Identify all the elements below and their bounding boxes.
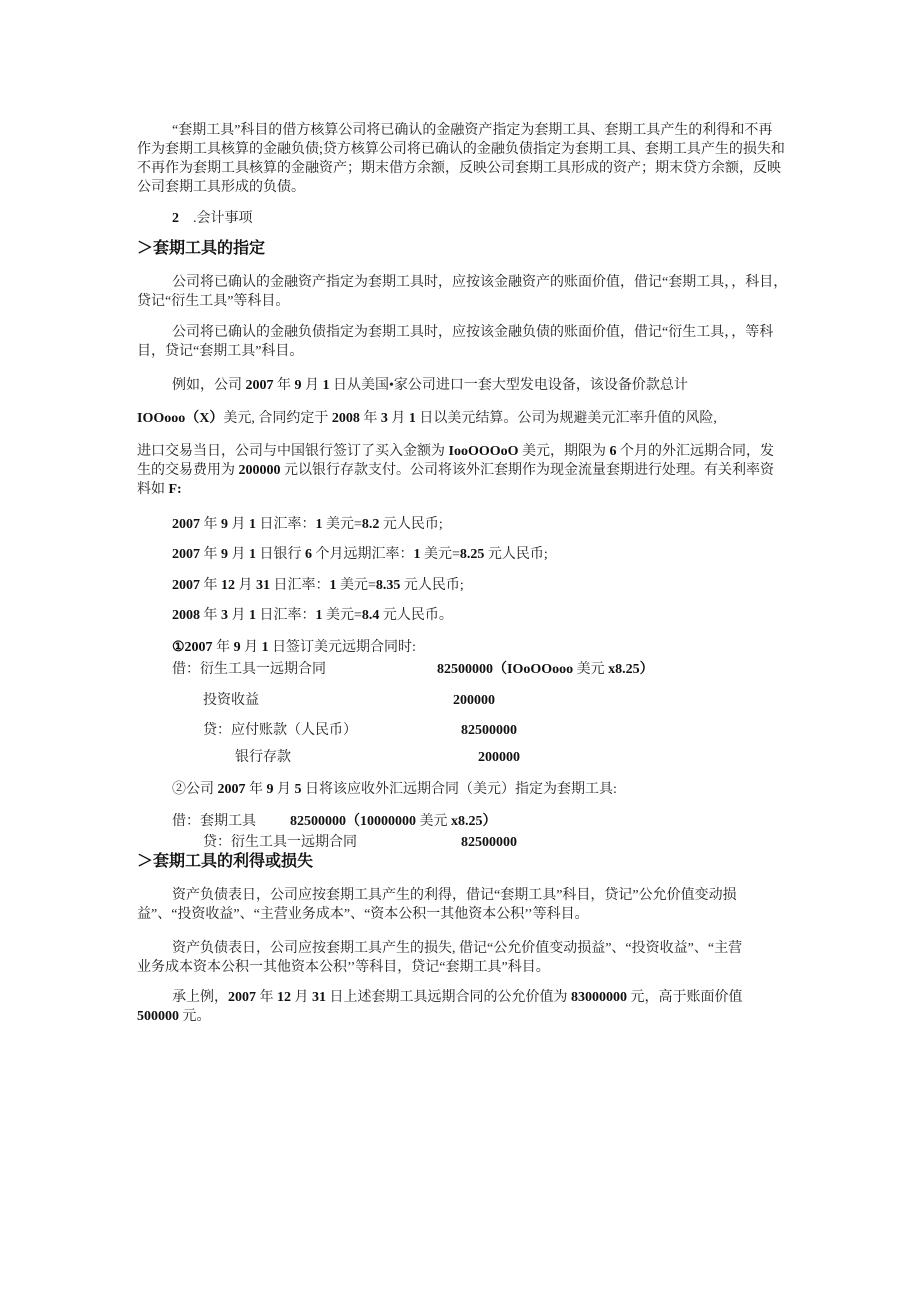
- text-line: [235, 748, 291, 767]
- bold-text: 9: [294, 378, 302, 393]
- text-line: [172, 606, 453, 625]
- text-span: 元人民币;: [484, 547, 548, 562]
- text-span: 美元=: [420, 547, 460, 562]
- text-line: [137, 342, 303, 361]
- text-span: 日汇率：: [270, 578, 330, 593]
- bold-text: 2: [172, 211, 193, 226]
- bold-text: 2008: [331, 411, 360, 426]
- text-line: [137, 159, 781, 178]
- bold-text: 3: [380, 411, 388, 426]
- bold-text: x8.25）: [451, 814, 497, 829]
- bold-text: 9: [233, 640, 241, 655]
- text-span: 资产负债表日，公司应按套期工具产生的损失, 借记“公允价值变动损益”、“投资收益”、“主营: [172, 941, 743, 956]
- bold-text: 1: [249, 608, 256, 623]
- bold-text: 2007: [217, 782, 246, 797]
- bold-text: 8.4: [361, 608, 380, 623]
- text-line: [478, 748, 520, 767]
- text-span: 日从美国•家公司进口一套大型发电设备，该设备价款总计: [329, 378, 688, 393]
- text-span: 月: [387, 411, 409, 426]
- text-line: [137, 178, 305, 197]
- text-span: 年: [200, 547, 221, 562]
- bold-text: 200000: [453, 693, 495, 708]
- text-line: [203, 691, 259, 710]
- bold-text: 9: [221, 517, 228, 532]
- bold-text: 1: [408, 411, 416, 426]
- text-line: [461, 833, 517, 852]
- section-heading: [137, 239, 265, 259]
- heading-text: ＞套期工具的利得或损失: [137, 853, 314, 870]
- bold-text: 9: [221, 547, 228, 562]
- text-span: 月: [228, 608, 249, 623]
- text-span: 元人民币;: [400, 578, 464, 593]
- text-line: [203, 833, 357, 852]
- bold-text: 12: [221, 578, 235, 593]
- text-line: [137, 1007, 211, 1026]
- text-span: 美元，期限为: [518, 444, 610, 459]
- text-span: 元。: [179, 1009, 211, 1024]
- bold-text: 200000: [238, 463, 281, 478]
- text-span: 日汇率：: [256, 608, 316, 623]
- text-span: 日以美元结算。公司为规避美元汇率升值的风险,: [415, 411, 717, 426]
- text-span: “套期工具”科目的借方核算公司将已确认的金融资产指定为套期工具、套期工具产生的利得和不再: [172, 123, 773, 138]
- heading-text: ＞套期工具的指定: [137, 240, 266, 257]
- text-span: 借：衍生工具一远期合同: [172, 662, 326, 677]
- text-span: 美元=: [322, 517, 362, 532]
- text-span: 承上例，: [172, 990, 228, 1005]
- bold-text: 200000: [478, 750, 520, 765]
- text-span: 益”、“投资收益”、“主营业务成本”、“资本公积一其他资本公积’’等科目。: [137, 907, 589, 922]
- text-span: 个月的外汇远期合同，发: [616, 444, 775, 459]
- bold-text: 82500000: [461, 723, 517, 738]
- bold-text: 2007: [172, 578, 200, 593]
- text-line: [172, 376, 688, 395]
- text-span: 美元=: [336, 578, 376, 593]
- bold-text: 1: [322, 378, 330, 393]
- bold-text: 83000000: [571, 990, 627, 1005]
- text-span: ②公司: [172, 782, 218, 797]
- text-line: [137, 292, 289, 311]
- text-line: [172, 273, 787, 292]
- bold-text: F:: [168, 482, 182, 497]
- text-span: 月: [273, 782, 295, 797]
- text-line: [172, 209, 253, 228]
- bold-text: 31: [312, 990, 326, 1005]
- text-span: 日将该应收外汇远期合同（美元）指定为套期工具:: [301, 782, 617, 797]
- text-span: 贷记“衍生工具”等科目。: [137, 294, 290, 309]
- text-span: 美元: [573, 662, 609, 677]
- text-line: [172, 545, 548, 564]
- bold-text: 9: [266, 782, 274, 797]
- bold-text: 2007: [228, 990, 256, 1005]
- bold-text: ①2007: [172, 640, 213, 655]
- text-line: [137, 480, 182, 499]
- text-span: 日上述套期工具远期合同的公允价值为: [326, 990, 571, 1005]
- bold-text: 8.2: [361, 517, 380, 532]
- text-span: 美元=: [322, 608, 362, 623]
- text-line: [172, 886, 737, 905]
- text-line: [137, 461, 774, 480]
- bold-text: 3: [221, 608, 228, 623]
- text-span: 业务成本资本公积一其他资本公积’’等科目，贷记“套期工具”科目。: [137, 960, 550, 975]
- bold-text: 6: [609, 444, 617, 459]
- text-span: 不再作为套期工具核算的金融资产；期末借方余额，反映公司套期工具形成的资产；期末贷方余额，反映: [137, 161, 781, 176]
- bold-text: 5: [294, 782, 302, 797]
- bold-text: 31: [256, 578, 270, 593]
- text-span: 元人民币。: [379, 608, 453, 623]
- bold-text: 1: [261, 640, 269, 655]
- text-span: 月: [235, 578, 256, 593]
- text-span: 年: [200, 517, 221, 532]
- text-line: [203, 721, 357, 740]
- text-line: [172, 638, 416, 657]
- bold-text: 1: [413, 547, 421, 562]
- text-span: 年: [200, 578, 221, 593]
- text-span: 元，高于账面价值: [627, 990, 743, 1005]
- text-line: [172, 812, 256, 831]
- text-line: [172, 121, 772, 140]
- text-span: 作为套期工具核算的金融负债;贷方核算公司将已确认的金融负债指定为套期工具、套期工具产生的损失和: [137, 142, 785, 157]
- text-span: 公司将已确认的金融资产指定为套期工具时，应按该金融资产的账面价值，借记“套期工具，，科目，: [172, 275, 788, 290]
- bold-text: 82500000: [461, 835, 517, 850]
- bold-text: 2007: [172, 517, 200, 532]
- bold-text: 1: [329, 578, 337, 593]
- text-span: 月: [291, 990, 312, 1005]
- bold-text: IOOooo（X）: [137, 411, 224, 426]
- text-span: 目，贷记“套期工具”科目。: [137, 344, 304, 359]
- text-span: 贷：应付账款（人民币）: [203, 723, 357, 738]
- bold-text: 1: [249, 547, 256, 562]
- text-line: [137, 442, 774, 461]
- text-span: 月: [301, 378, 323, 393]
- section-heading: [137, 852, 313, 872]
- text-span: 月: [228, 547, 249, 562]
- bold-text: 1: [249, 517, 256, 532]
- text-line: [172, 323, 773, 342]
- text-span: 资产负债表日，公司应按套期工具产生的利得，借记“套期工具”科目，贷记”公允价值变动损: [172, 888, 737, 903]
- bold-text: 500000: [137, 1009, 179, 1024]
- bold-text: 1: [315, 517, 323, 532]
- text-line: [137, 905, 589, 924]
- text-span: 公司套期工具形成的负债。: [137, 180, 305, 195]
- text-line: [137, 140, 785, 159]
- bold-text: 6: [305, 547, 312, 562]
- bold-text: 2008: [172, 608, 200, 623]
- bold-text: 82500000（10000000: [290, 814, 416, 829]
- text-line: [137, 409, 717, 428]
- text-span: 年: [273, 378, 295, 393]
- text-line: [172, 576, 464, 595]
- text-span: 公司将已确认的金融负债指定为套期工具时，应按该金融负债的账面价值，借记“衍生工具，，等科: [172, 325, 774, 340]
- text-line: [437, 660, 654, 679]
- bold-text: 8.25: [459, 547, 485, 562]
- bold-text: 2007: [245, 378, 274, 393]
- bold-text: IooOOOoO: [448, 444, 519, 459]
- text-span: 月: [228, 517, 249, 532]
- text-line: [172, 939, 742, 958]
- text-span: 日汇率：: [256, 517, 316, 532]
- text-span: 年: [359, 411, 381, 426]
- text-span: 日签订美元远期合同时:: [268, 640, 416, 655]
- text-span: 借：套期工具: [172, 814, 256, 829]
- text-span: 进口交易当日，公司与中国银行签订了买入金额为: [137, 444, 449, 459]
- text-line: [172, 988, 743, 1007]
- bold-text: x8.25）: [608, 662, 654, 677]
- text-line: [172, 660, 326, 679]
- text-span: 元以银行存款支付。公司将该外汇套期作为现金流量套期进行处理。有关利率资: [280, 463, 774, 478]
- text-span: 元人民币;: [379, 517, 443, 532]
- bold-text: 2007: [172, 547, 200, 562]
- text-span: 投资收益: [203, 693, 259, 708]
- text-line: [172, 780, 617, 799]
- bold-text: 1: [315, 608, 323, 623]
- text-span: 美元, 合同约定于: [223, 411, 332, 426]
- bold-text: 12: [277, 990, 291, 1005]
- text-span: 年: [245, 782, 267, 797]
- text-span: 日银行: [256, 547, 305, 562]
- text-span: 料如: [137, 482, 169, 497]
- text-span: 美元: [416, 814, 451, 829]
- text-line: [137, 958, 550, 977]
- text-line: [461, 721, 517, 740]
- bold-text: 8.35: [375, 578, 401, 593]
- text-span: 例如，公司: [172, 378, 246, 393]
- text-span: 年: [200, 608, 221, 623]
- text-span: 生的交易费用为: [137, 463, 239, 478]
- text-span: .会计事项: [193, 211, 253, 226]
- text-line: [453, 691, 495, 710]
- bold-text: 82500000（IOoOOooo: [437, 662, 574, 677]
- text-span: 贷：衍生工具一远期合同: [203, 835, 357, 850]
- text-line: [172, 515, 443, 534]
- text-span: 月: [240, 640, 262, 655]
- text-span: 银行存款: [235, 750, 291, 765]
- text-span: 年: [212, 640, 234, 655]
- text-span: 个月远期汇率：: [312, 547, 414, 562]
- text-span: 年: [256, 990, 277, 1005]
- text-line: [290, 812, 497, 831]
